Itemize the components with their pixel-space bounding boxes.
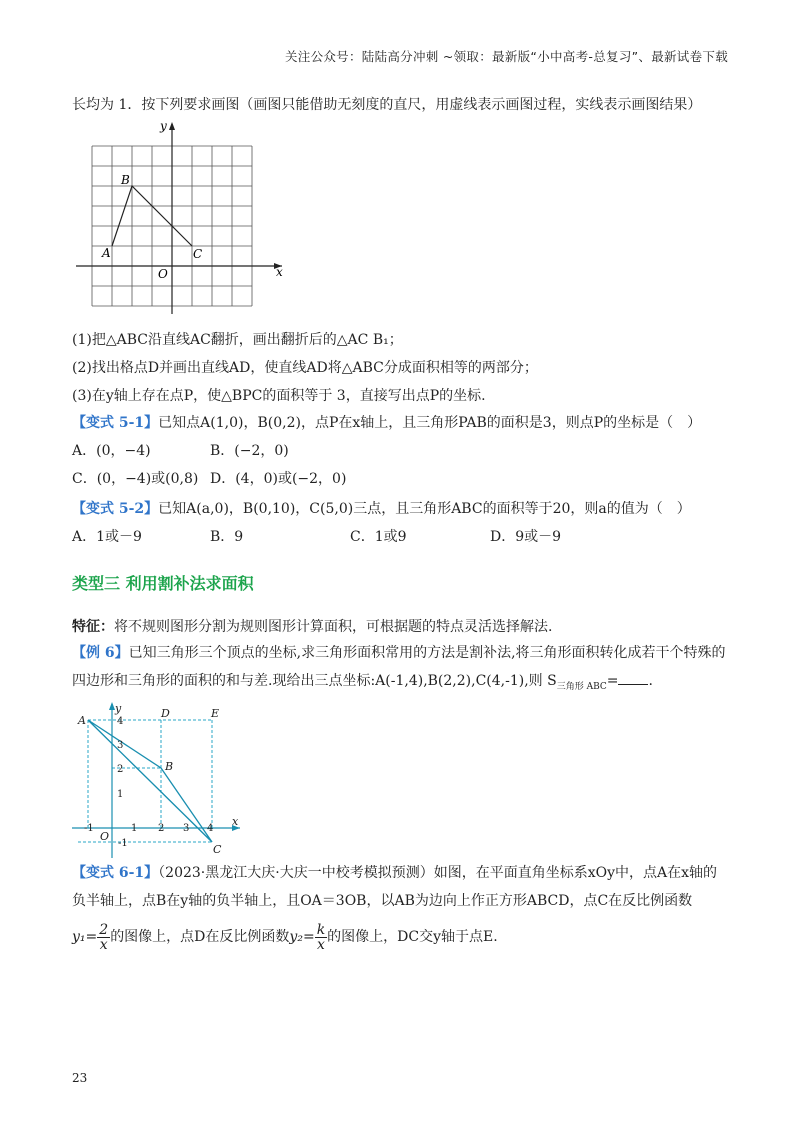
variant-6-1-line-2: 负半轴上，点B在y轴的负半轴上，且OA＝3OB，以AB为边向上作正方形ABCD，点C在反比例函数 xyxy=(72,893,693,909)
example-6-line-1 xyxy=(72,643,732,663)
question-1: (1)把△ABC沿直线AC翻折，画出翻折后的△AC B₁； xyxy=(72,332,403,348)
fraction-1-numerator: 2 xyxy=(99,921,109,938)
example-6-text-2: 四边形和三角形的面积的和与差.现给出三点坐标:A(-1,4),B(2,2),C(4,-1),则 S xyxy=(72,673,557,689)
coord-tick-x-1: 1 xyxy=(131,823,138,834)
example-6-subscript: 三角形 ABC xyxy=(556,681,607,692)
feature-line xyxy=(72,617,732,637)
coord-y-label: y xyxy=(115,702,122,715)
variant-5-1-option-b: B．(−2，0) xyxy=(210,443,289,459)
coord-tick-y-neg1: -1 xyxy=(118,838,128,849)
variant-5-2-option-c: C．1或9 xyxy=(350,529,407,545)
coord-tick-y-1: 1 xyxy=(117,789,124,800)
feature-label: 特征： xyxy=(72,619,114,635)
answer-blank[interactable] xyxy=(618,672,648,685)
fraction-2-denominator: x xyxy=(316,936,325,953)
page-header: 关注公众号：陆陆高分冲刺 ~领取：最新版“小中高考-总复习”、最新试卷下载 xyxy=(284,49,728,64)
y2-label: y₂= xyxy=(289,929,315,945)
coordinate-figure xyxy=(70,700,250,860)
variant-5-2-text: 已知A(a,0)，B(0,10)，C(5,0)三点，且三角形ABC的面积等于20，则a的值为（ ） xyxy=(158,501,691,517)
grid-y-label: y xyxy=(160,119,167,133)
variant-5-1-option-d: D．(4，0)或(−2，0) xyxy=(210,471,347,487)
variant-5-1-option-c: C．(0，−4)或(0,8) xyxy=(72,471,199,487)
coord-point-a-label: A xyxy=(78,714,86,727)
intro-line: 长均为 1．按下列要求画图（画图只能借助无刻度的直尺，用虚线表示画图过程，实线表示画图结果） xyxy=(72,97,702,113)
coord-point-d-label: D xyxy=(161,707,170,720)
coord-tick-x-neg1: -1 xyxy=(84,823,94,834)
question-2: (2)找出格点D并画出直线AD，使直线AD将△ABC分成面积相等的两部分； xyxy=(72,360,538,376)
variant-6-1-end: 的图像上，DC交y轴于点E. xyxy=(327,929,498,945)
grid-figure xyxy=(70,118,290,318)
question-3: (3)在y轴上存在点P，使△BPC的面积等于 3，直接写出点P的坐标. xyxy=(72,388,486,404)
fraction-1-denominator: x xyxy=(99,936,108,953)
fraction-k-over-x xyxy=(315,923,327,952)
variant-5-2 xyxy=(72,499,732,519)
variant-6-1-line-3 xyxy=(72,920,732,954)
example-6-text-1: 已知三角形三个顶点的坐标,求三角形面积常用的方法是割补法,将三角形面积转化成若干个特殊的 xyxy=(128,645,726,661)
example-6-end: . xyxy=(648,673,653,689)
coord-tick-y-3: 3 xyxy=(117,740,124,751)
variant-6-1-text-1: （2023·黑龙江大庆·大庆一中校考模拟预测）如图，在平面直角坐标系xOy中，点A在x轴的 xyxy=(158,865,717,881)
coord-point-e-label: E xyxy=(211,707,220,720)
coord-tick-x-3: 3 xyxy=(183,823,190,834)
variant-5-2-option-a: A．1或－9 xyxy=(72,529,142,545)
page-number: 23 xyxy=(72,1071,88,1085)
variant-5-1-option-a: A．(0，−4) xyxy=(72,443,151,459)
variant-5-2-option-b: B．9 xyxy=(210,529,244,545)
variant-5-2-option-d: D．9或－9 xyxy=(490,529,562,545)
variant-5-1-text: 已知点A(1,0)，B(0,2)，点P在x轴上，且三角形PAB的面积是3，则点P的坐标是（ ） xyxy=(158,415,702,431)
y1-label: y₁= xyxy=(72,929,98,945)
example-6-tag: 【例 6】 xyxy=(72,645,129,661)
fraction-2-numerator: k xyxy=(316,921,326,938)
feature-text: 将不规则图形分割为规则图形计算面积，可根据题的特点灵活选择解法. xyxy=(114,619,553,635)
fraction-2-over-x xyxy=(97,923,110,952)
variant-5-1 xyxy=(72,413,732,433)
grid-x-label: x xyxy=(276,265,283,279)
grid-point-b-label: B xyxy=(121,173,130,187)
coord-point-b-label: B xyxy=(165,760,174,773)
variant-5-2-tag: 【变式 5-2】 xyxy=(72,501,159,517)
example-6-equals: = xyxy=(606,673,619,689)
coord-origin-label: O xyxy=(100,830,110,843)
variant-6-1-mid: 的图像上，点D在反比例函数 xyxy=(110,929,290,945)
coord-tick-x-2: 2 xyxy=(158,823,165,834)
variant-6-1-tag: 【变式 6-1】 xyxy=(72,865,159,881)
section-title: 类型三 利用割补法求面积 xyxy=(72,574,254,593)
coord-tick-y-4: 4 xyxy=(117,716,124,727)
coord-point-c-label: C xyxy=(213,843,222,856)
variant-6-1-line-1 xyxy=(72,863,732,883)
coord-x-label: x xyxy=(232,815,239,828)
grid-point-a-label: A xyxy=(102,246,111,260)
variant-5-1-tag: 【变式 5-1】 xyxy=(72,415,159,431)
coord-tick-x-4: 4 xyxy=(207,823,214,834)
grid-point-c-label: C xyxy=(193,247,203,261)
grid-origin-label: O xyxy=(158,267,168,281)
example-6-line-2 xyxy=(72,671,732,697)
coord-tick-y-2: 2 xyxy=(117,764,124,775)
